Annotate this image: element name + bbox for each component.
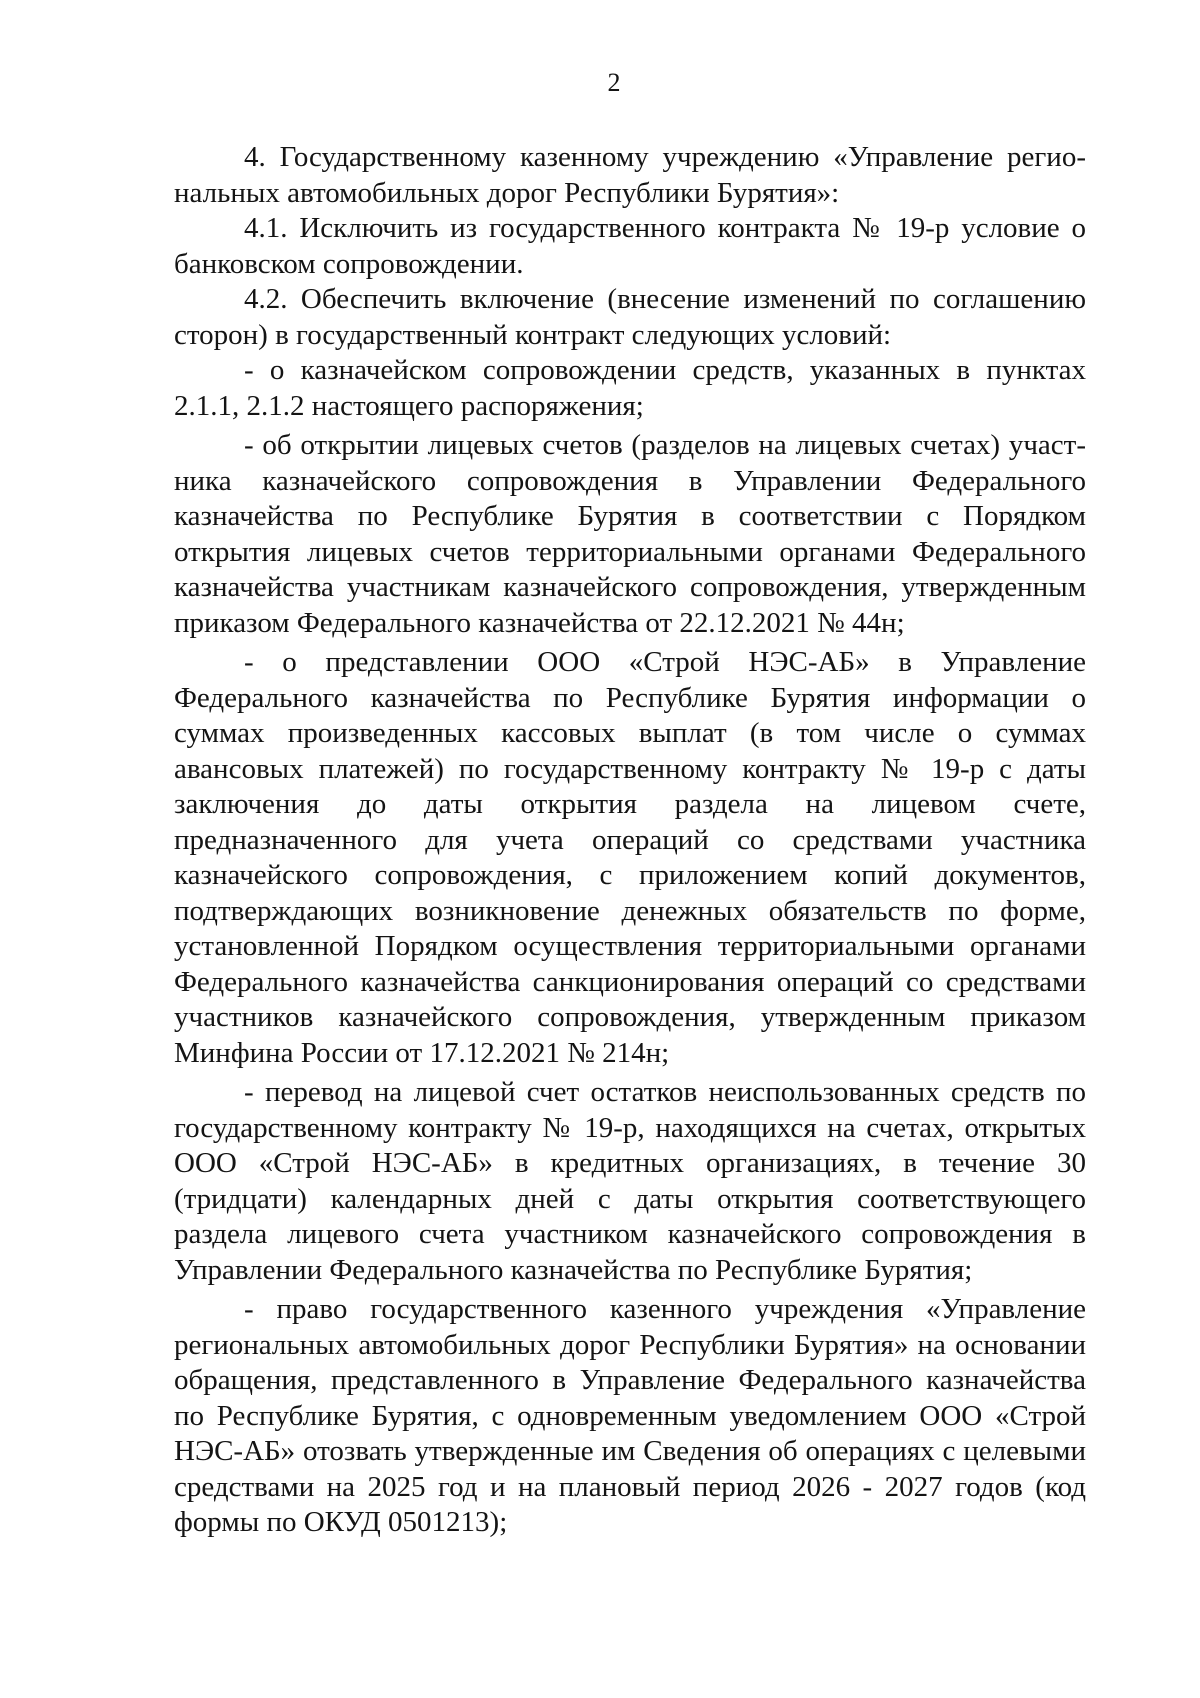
page-number: 2 bbox=[607, 68, 621, 97]
list-item-personal-accounts: - об открытии лицевых счетов (разделов на лицевых счетах) участника казначейского сопровождения в Управлении Федерального казначейства по Республике Бурятия в соответствии с Порядком открытия лицевых счетов территориальными органами Федерального казначейства участникам казначейского сопровождения, утвержденным приказом Федерального казначейства от 22.12.2021 № 44н; bbox=[174, 429, 1086, 639]
list-item-treasury-support: - о казначейском сопровождении средств, указанных в пунктах 2.1.1, 2.1.2 настоящего распоряжения; bbox=[174, 354, 1086, 422]
paragraph-4-1: 4.1. Исключить из государственного контракта № 19-р условие о банковском сопровождении. bbox=[174, 212, 1086, 280]
list-item-balance-transfer: - перевод на лицевой счет остатков неиспользованных средств по государственному контракту № 19-р, находящихся на счетах, открытых ООО «Строй НЭС-АБ» в кредитных организациях, в течение 30 (тридцати) календарных дней с даты открытия соответствующего раздела лицевого счета участником казначейского сопровождения в Управлении Федерального казначейства по Республике Бурятия; bbox=[174, 1076, 1086, 1286]
document-body bbox=[174, 140, 1086, 1541]
list-item-revocation-right: - право государственного казенного учреждения «Управление региональных автомобильных дорог Республики Бурятия» на основании обращения, представленного в Управление Федерального казначейства по Республике Бурятия, с одновременным уведомлением ООО «Строй НЭС-АБ» отозвать утвержденные им Сведения об операциях с целевыми средствами на 2025 год и на плановый период 2026 - 2027 годов (код формы по ОКУД 0501213); bbox=[174, 1293, 1086, 1538]
paragraph-4: 4. Государственному казенному учреждению «Управление региональных автомобильных дорог Республики Бурятия»: bbox=[174, 141, 1086, 209]
list-item-payment-information: - о представлении ООО «Строй НЭС-АБ» в Управление Федерального казначейства по Республике Бурятия информации о суммах произведенных кассовых выплат (в том числе о суммах авансовых платежей) по государственному контракту № 19-р с даты заключения до даты открытия раздела на лицевом счете, предназначенного для учета операций со средствами участника казначейского сопровождения, с приложением копий документов, подтверждающих возникновение денежных обязательств по форме, установленной Порядком осуществления территориальными органами Федерального казначейства санкционирования операций со средствами участников казначейского сопровождения, утвержденным приказом Минфина России от 17.12.2021 № 214н; bbox=[174, 646, 1086, 1069]
paragraph-4-2: 4.2. Обеспечить включение (внесение изменений по соглашению сторон) в государственный контракт следующих условий: bbox=[174, 283, 1086, 351]
